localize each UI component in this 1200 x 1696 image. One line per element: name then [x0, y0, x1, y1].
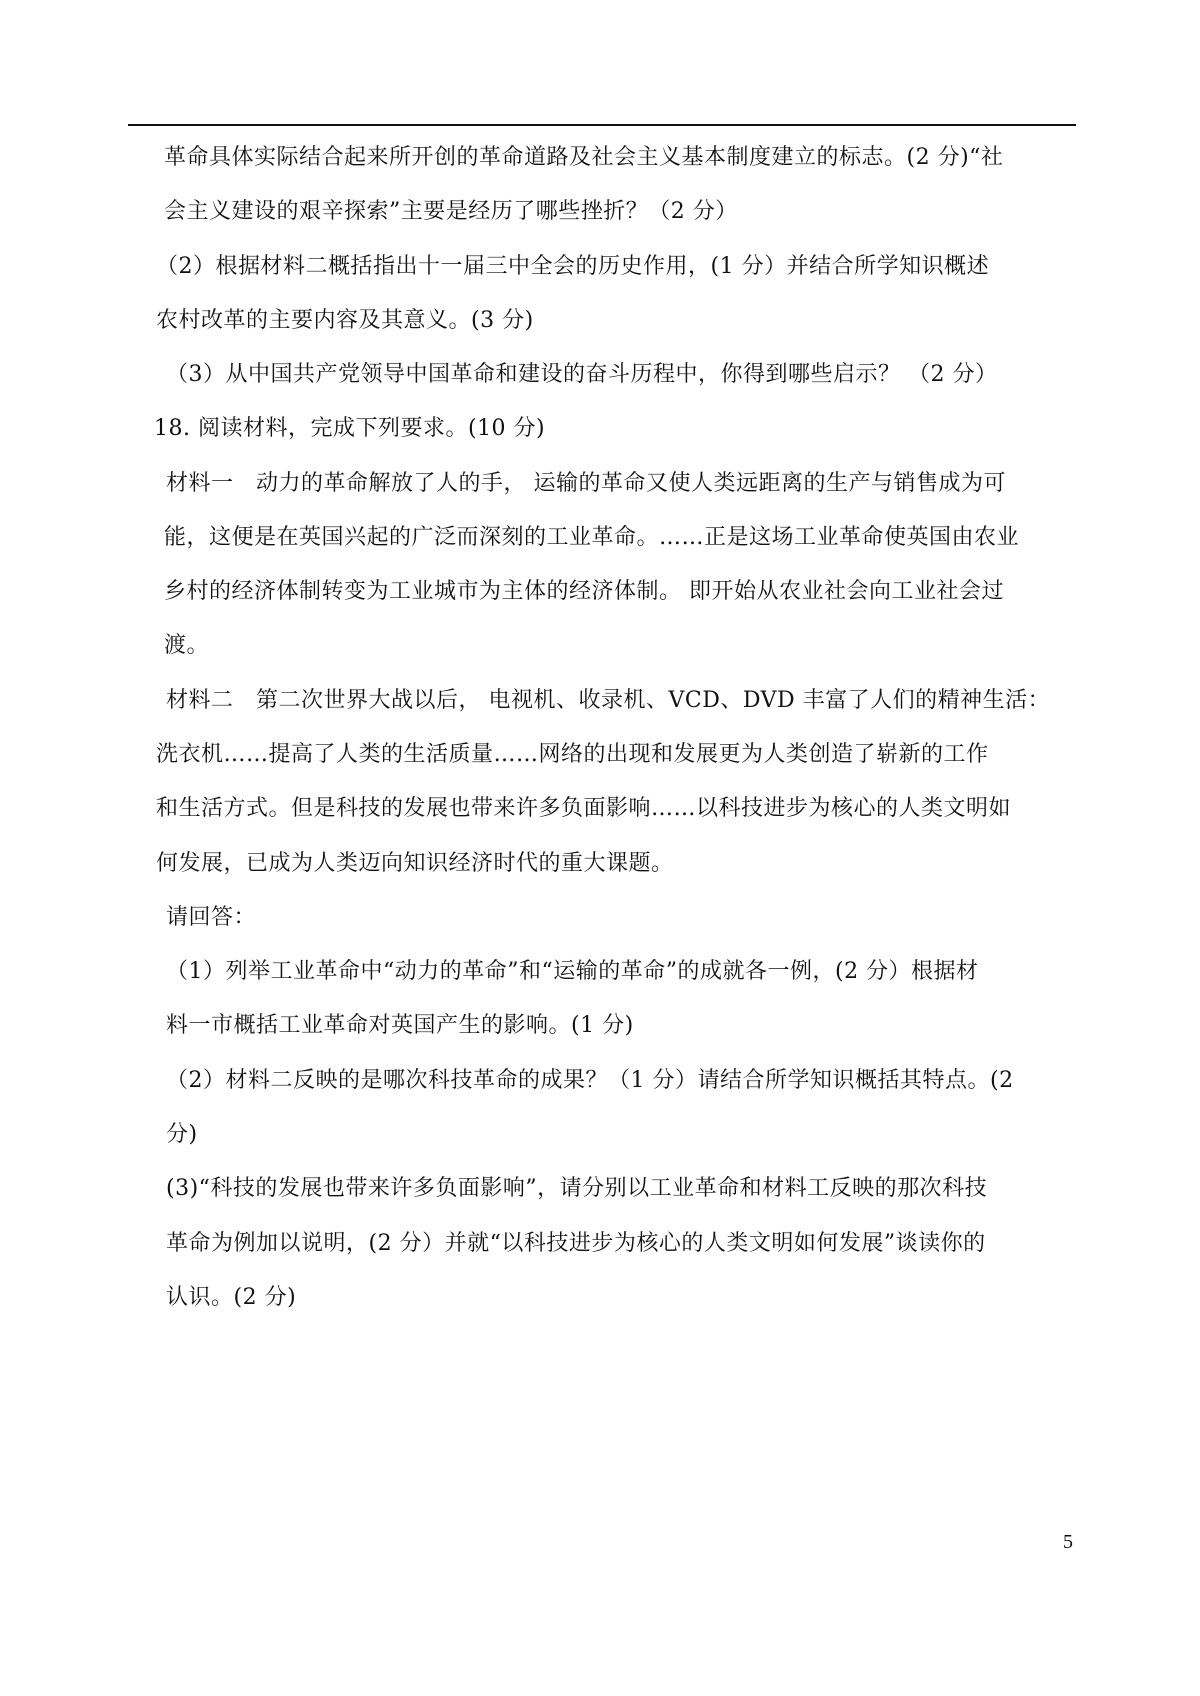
text-line: （3）从中国共产党领导中国革命和建设的奋斗历程中，你得到哪些启示？ （2 分）: [166, 362, 998, 387]
page-number: 5: [1063, 1531, 1073, 1553]
text-line: （2）根据材料二概括指出十一届三中全会的历史作用，(1 分）并结合所学知识概述: [156, 254, 990, 279]
text-line: （2）材料二反映的是哪次科技革命的成果？（1 分）请结合所学知识概括其特点。(2: [166, 1068, 1014, 1093]
text-line: 洗衣机……提高了人类的生活质量……网络的出现和发展更为人类创造了崭新的工作: [156, 742, 989, 767]
text-line: 会主义建设的艰辛探索”主要是经历了哪些挫折？（2 分）: [164, 199, 738, 224]
text-line: 革命为例加以说明，(2 分）并就“以科技进步为核心的人类文明如何发展”谈读你的: [166, 1231, 986, 1256]
question-heading: 18. 阅读材料，完成下列要求。(10 分): [154, 416, 546, 441]
text-line: (3)“科技的发展也带来许多负面影响”，请分别以工业革命和材料工反映的那次科技: [166, 1176, 988, 1201]
text-line: 乡村的经济体制转变为工业城市为主体的经济体制。 即开始从农业社会向工业社会过: [164, 579, 1004, 604]
text-line: 何发展，已成为人类迈向知识经济时代的重大课题。: [156, 851, 674, 876]
text-line: 革命具体实际结合起来所开创的革命道路及社会主义基本制度建立的标志。(2 分)“社: [164, 145, 1004, 170]
text-line: 材料一 动力的革命解放了人的手， 运输的革命又使人类远距离的生产与销售成为可: [166, 471, 1006, 496]
text-line: （1）列举工业革命中“动力的革命”和“运输的革命”的成就各一例，(2 分）根据材: [166, 959, 979, 984]
text-line: 认识。(2 分): [166, 1285, 297, 1310]
text-line: 能，这便是在英国兴起的广泛而深刻的工业革命。……正是这场工业革命使英国由农业: [164, 525, 1020, 550]
text-line: 料一市概括工业革命对英国产生的影响。(1 分): [166, 1013, 634, 1038]
text-line: 和生活方式。但是科技的发展也带来许多负面影响……以科技进步为核心的人类文明如: [156, 796, 1012, 821]
text-line: 材料二 第二次世界大战以后， 电视机、收录机、VCD、DVD 丰富了人们的精神生活：: [166, 688, 1051, 713]
text-line: 请回答：: [166, 905, 257, 930]
header-rule: [128, 124, 1076, 126]
text-line: 渡。: [164, 633, 210, 658]
text-line: 分): [166, 1122, 198, 1147]
text-line: 农村改革的主要内容及其意义。(3 分): [156, 308, 534, 333]
